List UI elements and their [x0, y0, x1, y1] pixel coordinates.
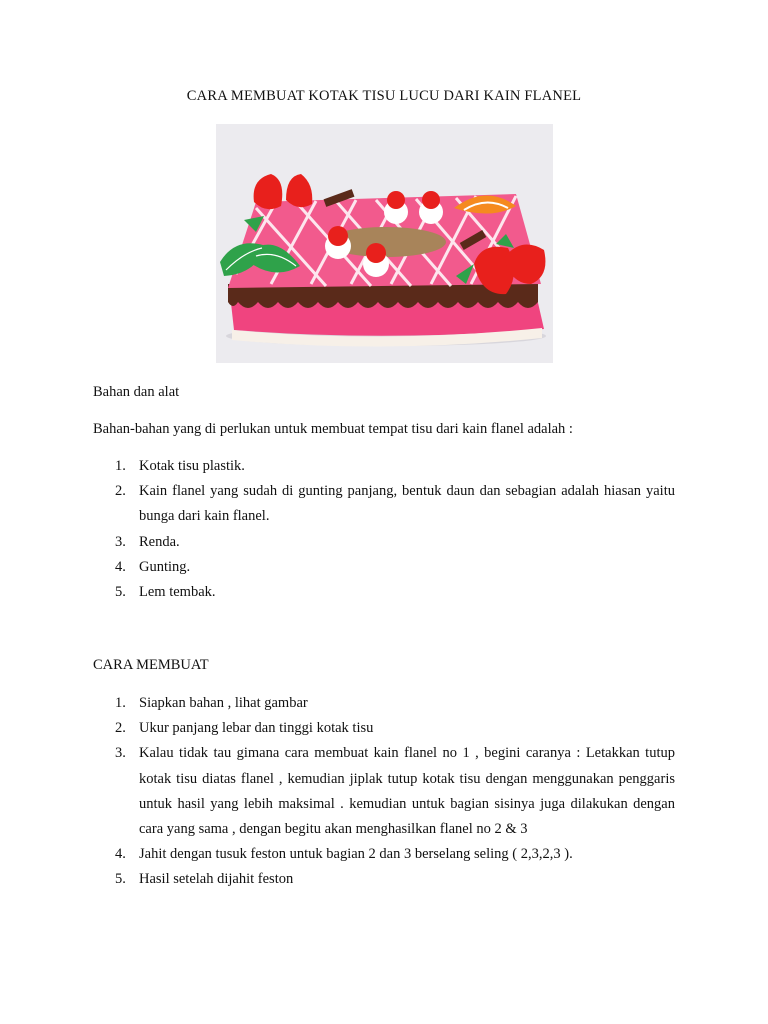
- list-text: Lem tembak.: [139, 584, 216, 601]
- list-text: Kotak tisu plastik.: [139, 458, 245, 474]
- list-number: 3.: [115, 745, 126, 762]
- list-number: 2.: [115, 720, 126, 737]
- list-text: Jahit dengan tusuk feston untuk bagian 2 dan 3 berselang seling ( 2,3,2,3 ).: [139, 846, 573, 863]
- list-number: 4.: [115, 558, 126, 575]
- list-number: 1.: [115, 458, 126, 474]
- list-number: 3.: [115, 533, 126, 550]
- bahan-intro: Bahan-bahan yang di perlukan untuk membuat tempat tisu dari kain flanel adalah :: [93, 421, 573, 437]
- list-text: Siapkan bahan , lihat gambar: [139, 695, 308, 711]
- list-number: 2.: [115, 483, 126, 500]
- bahan-list: [93, 454, 675, 605]
- list-text: Kalau tidak tau gimana cara membuat kain flanel no 1 , begini caranya : Letakkan tutup kotak tisu diatas flanel , kemudian jiplak tutup kotak tisu dengan menggunakan penggaris untuk hasil yang lebih maksimal . kemudian untuk bagian sisinya juga dilakukan dengan cara yang sama , dengan begitu akan menghasilkan flanel no 2 & 3: [139, 745, 675, 838]
- list-item: [93, 691, 675, 716]
- list-item: [93, 530, 675, 555]
- bahan-heading: Bahan dan alat: [93, 384, 180, 400]
- list-number: 5.: [115, 584, 126, 601]
- list-item: [93, 479, 675, 529]
- list-item: [93, 842, 675, 867]
- list-number: 4.: [115, 846, 126, 863]
- cara-heading: CARA MEMBUAT: [93, 657, 209, 673]
- felt-tissue-box-photo: [216, 124, 553, 363]
- list-text: Gunting.: [139, 558, 191, 575]
- list-item: [93, 555, 675, 580]
- list-text: Kain flanel yang sudah di gunting panjang, bentuk daun dan sebagian adalah hiasan yaitu bunga dari kain flanel.: [139, 483, 675, 525]
- list-item: [93, 867, 675, 892]
- list-number: 1.: [115, 695, 126, 711]
- list-text: Ukur panjang lebar dan tinggi kotak tisu: [139, 720, 374, 737]
- list-item: [93, 741, 675, 842]
- list-item: [93, 580, 675, 605]
- list-item: [93, 454, 675, 479]
- cara-list: [93, 691, 675, 893]
- list-number: 5.: [115, 871, 126, 888]
- list-text: Renda.: [139, 533, 180, 550]
- list-item: [93, 716, 675, 741]
- list-text: Hasil setelah dijahit feston: [139, 871, 294, 888]
- document-title: CARA MEMBUAT KOTAK TISU LUCU DARI KAIN FLANEL: [186, 88, 582, 104]
